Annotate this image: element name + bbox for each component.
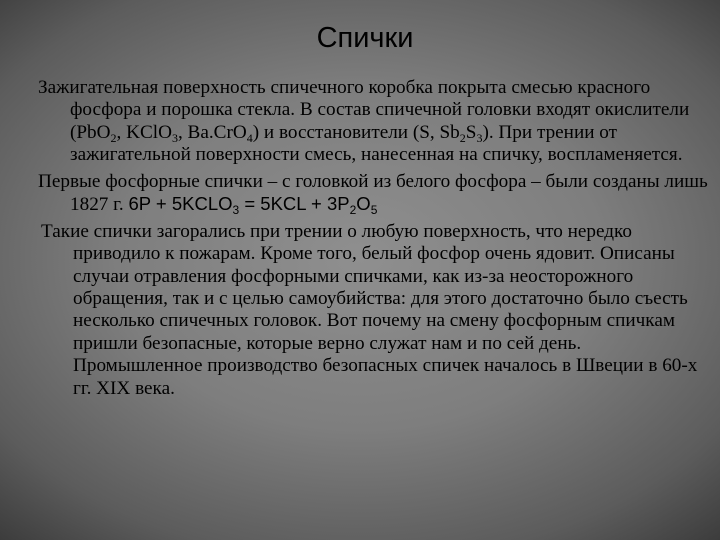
equation-run: O (356, 193, 371, 215)
text-run: , KClO (116, 121, 172, 143)
subscript: 2 (349, 203, 357, 218)
text-run: S (465, 121, 477, 143)
text-run: Зажигательная поверхность спичечного коробка покрыта смесью красного фосфора и порошка стекла. В состав спичечной головки входят окислители (PbO (38, 77, 690, 143)
paragraph-history (38, 171, 712, 217)
text-run: Первые фосфорные спички – с головкой из белого фосфора – были созданы лишь 1827 г. (38, 170, 708, 216)
slide-title: Спички (316, 22, 414, 54)
subscript: 3 (476, 130, 483, 145)
slide-body (38, 77, 712, 404)
paragraph-composition (38, 77, 712, 167)
paragraph-safety: Такие спички загорались при трении о любую поверхность, что нередко приводило к пожарам. Кроме того, белый фосфор очень ядовит. Описаны случаи отравления фосфорными спичками, как из-за неосторожного обращения, так и с целью самоубийства: для этого достаточно было съесть несколько спичечных головок. Вот почему на смену фосфорным спичкам пришли безопасные, которые верно служат нам и по сей день. Промышленное производство безопасных спичек началось в Швеции в 60-х гг. XIX века. (41, 220, 698, 399)
text-run: ). При трении от зажигательной поверхности смесь, нанесенная на спичку, воспламеняется. (70, 121, 683, 166)
equation-run: = 5KCL + 3P (239, 193, 350, 215)
chemical-equation (128, 193, 378, 218)
subscript: 2 (110, 130, 117, 145)
subscript: 3 (232, 203, 240, 218)
subscript: 4 (246, 130, 253, 145)
subscript: 3 (171, 130, 178, 145)
text-run: ) и восстановители (S, Sb (252, 121, 460, 143)
subscript: 5 (370, 203, 378, 218)
equation-run: 6P + 5KCLO (128, 193, 233, 215)
subscript: 2 (459, 130, 466, 145)
text-run: , Ba.CrO (177, 121, 247, 143)
